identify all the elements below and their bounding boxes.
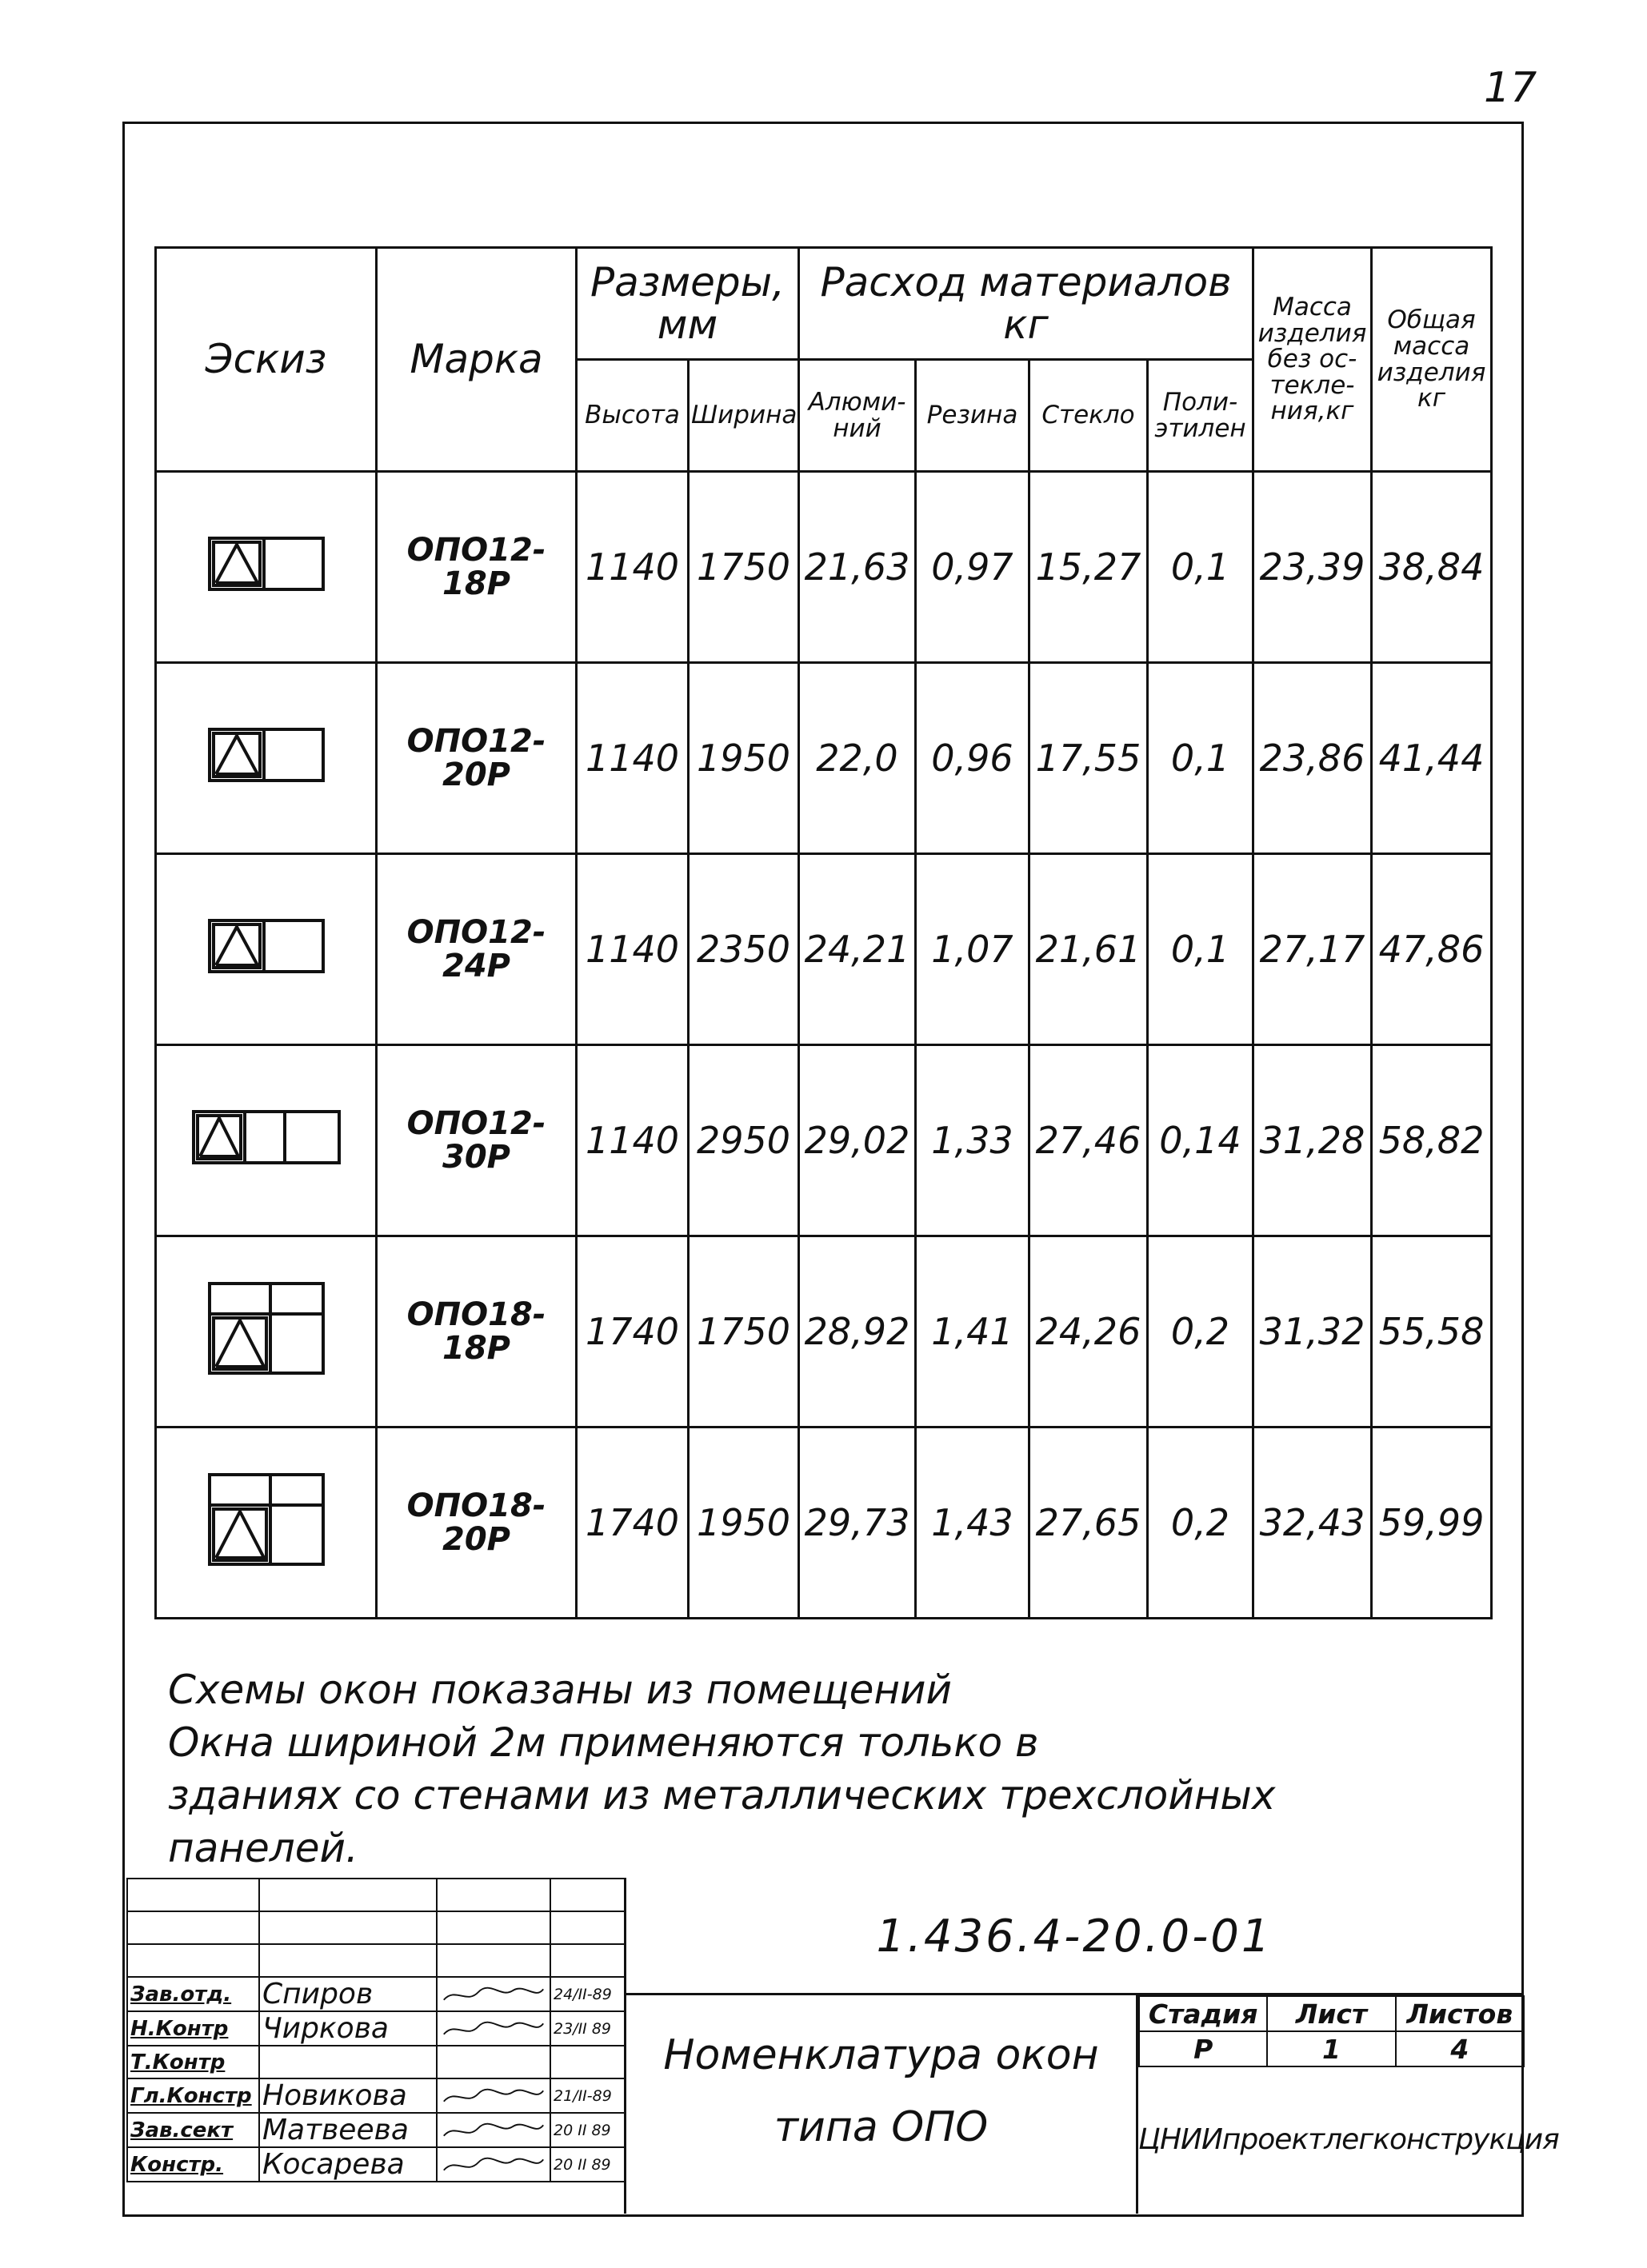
cell-rubber: 1,33 [916,1045,1029,1236]
signature-role: Н.Контр [127,2011,259,2046]
cell-polyethylene: 0,2 [1148,1427,1253,1619]
signature-date: 20 II 89 [550,2113,625,2147]
header-mass-unglazed: Масса изделия без ос-текле-ния,кг [1253,248,1372,472]
cell-width: 1950 [689,1427,799,1619]
cell-mass-unglazed: 32,43 [1253,1427,1372,1619]
cell-height: 1140 [577,854,689,1045]
cell-height: 1740 [577,1236,689,1427]
signature-role: Зав.отд. [127,1977,259,2011]
signature-name: Новикова [259,2078,437,2113]
signature-row [127,2113,625,2147]
table-row [156,663,1492,854]
signature-scribble [437,2113,550,2147]
signature-role: Зав.сект [127,2113,259,2147]
cell-rubber: 0,96 [916,663,1029,854]
cell-total-mass: 59,99 [1372,1427,1492,1619]
signature-date: 21/II-89 [550,2078,625,2113]
cell-mark: ОПО18-18Р [377,1236,577,1427]
cell-mass-unglazed: 31,32 [1253,1236,1372,1427]
document-code: 1.436.4-20.0-01 [626,1878,1522,1995]
header-rubber: Резина [916,360,1029,472]
table-row [156,1427,1492,1619]
window-spec-table [154,246,1493,1619]
window-sketch-icon [156,1236,377,1427]
cell-mark: ОПО18-20Р [377,1427,577,1619]
header-dimensions: Размеры, мм [577,248,799,360]
cell-aluminum: 22,0 [799,663,916,854]
organization-name: ЦНИИпроектлегконструкция [1138,2123,1559,2156]
header-width: Ширина [689,360,799,472]
signature-name [259,2046,437,2078]
cell-mark: ОПО12-24Р [377,854,577,1045]
table-row [156,1236,1492,1427]
title-block [126,1878,1559,2214]
cell-glass: 27,46 [1029,1045,1148,1236]
signature-date: 24/II-89 [550,1977,625,2011]
window-sketch-icon [156,472,377,663]
cell-height: 1140 [577,663,689,854]
signature-scribble [437,2046,550,2078]
header-sketch: Эскиз [156,248,377,472]
header-mark: Марка [377,248,577,472]
cell-width: 1950 [689,663,799,854]
header-total-mass: Общая масса изделия кг [1372,248,1492,472]
cell-glass: 17,55 [1029,663,1148,854]
cell-total-mass: 55,58 [1372,1236,1492,1427]
signature-row [127,2011,625,2046]
cell-rubber: 1,43 [916,1427,1029,1619]
cell-width: 1750 [689,1236,799,1427]
cell-aluminum: 28,92 [799,1236,916,1427]
signature-name: Чиркова [259,2011,437,2046]
cell-mass-unglazed: 23,39 [1253,472,1372,663]
signature-scribble [437,2147,550,2182]
note-line: Окна шириной 2м применяются только в [168,1719,1039,1766]
document-title-line1: Номенклатура окон [663,2031,1099,2079]
cell-mark: ОПО12-20Р [377,663,577,854]
header-aluminum: Алюми-ний [799,360,916,472]
cell-polyethylene: 0,1 [1148,663,1253,854]
document-title-line2: типа ОПО [774,2103,989,2151]
signature-date: 20 II 89 [550,2147,625,2182]
window-sketch-icon [156,1045,377,1236]
cell-glass: 21,61 [1029,854,1148,1045]
cell-width: 1750 [689,472,799,663]
cell-polyethylene: 0,14 [1148,1045,1253,1236]
signature-role: Гл.Констр [127,2078,259,2113]
stage-value: Р [1139,2031,1267,2066]
document-title [626,1995,1138,2214]
notes [168,1663,1464,1875]
cell-height: 1740 [577,1427,689,1619]
header-consumption: Расход материалов кг [799,248,1253,360]
cell-polyethylene: 0,1 [1148,472,1253,663]
signature-row [127,2046,625,2078]
signature-role: Т.Контр [127,2046,259,2078]
signature-date [550,2046,625,2078]
cell-mass-unglazed: 27,17 [1253,854,1372,1045]
cell-width: 2950 [689,1045,799,1236]
stage-table [1138,1995,1525,2067]
signature-date: 23/II 89 [550,2011,625,2046]
sheet-label: Лист [1267,1996,1395,2031]
cell-mark: ОПО12-30Р [377,1045,577,1236]
cell-glass: 27,65 [1029,1427,1148,1619]
cell-aluminum: 24,21 [799,854,916,1045]
signature-scribble [437,2011,550,2046]
table-row [156,854,1492,1045]
cell-total-mass: 38,84 [1372,472,1492,663]
cell-glass: 15,27 [1029,472,1148,663]
cell-rubber: 1,07 [916,854,1029,1045]
table-row [156,472,1492,663]
signature-scribble [437,2078,550,2113]
window-sketch-icon [156,663,377,854]
cell-aluminum: 21,63 [799,472,916,663]
cell-rubber: 0,97 [916,472,1029,663]
cell-total-mass: 41,44 [1372,663,1492,854]
signature-role: Констр. [127,2147,259,2182]
cell-mark: ОПО12-18Р [377,472,577,663]
signature-name: Спиров [259,1977,437,2011]
cell-total-mass: 47,86 [1372,854,1492,1045]
stage-label: Стадия [1139,1996,1267,2031]
cell-aluminum: 29,02 [799,1045,916,1236]
cell-height: 1140 [577,472,689,663]
cell-polyethylene: 0,1 [1148,854,1253,1045]
cell-polyethylene: 0,2 [1148,1236,1253,1427]
signature-scribble [437,1977,550,2011]
signature-table [126,1878,626,2182]
sheets-label: Листов [1396,1996,1524,2031]
note-line: зданиях со стенами из металлических трехслойных [168,1772,1276,1819]
signature-row [127,1977,625,2011]
cell-width: 2350 [689,854,799,1045]
signature-name: Матвеева [259,2113,437,2147]
window-sketch-icon [156,1427,377,1619]
cell-mass-unglazed: 23,86 [1253,663,1372,854]
signature-row [127,2147,625,2182]
signature-name: Косарева [259,2147,437,2182]
table-row [156,1045,1492,1236]
cell-total-mass: 58,82 [1372,1045,1492,1236]
sheet-value: 1 [1267,2031,1395,2066]
cell-mass-unglazed: 31,28 [1253,1045,1372,1236]
title-block-main [624,1878,1559,2214]
cell-rubber: 1,41 [916,1236,1029,1427]
cell-aluminum: 29,73 [799,1427,916,1619]
note-line: Схемы окон показаны из помещений [168,1667,953,1713]
cell-height: 1140 [577,1045,689,1236]
window-sketch-icon [156,854,377,1045]
header-glass: Стекло [1029,360,1148,472]
sheets-value: 4 [1396,2031,1524,2066]
signature-row [127,2078,625,2113]
cell-glass: 24,26 [1029,1236,1148,1427]
page-number: 17 [1484,64,1537,112]
header-height: Высота [577,360,689,472]
header-polyethylene: Поли-этилен [1148,360,1253,472]
note-line: панелей. [168,1825,358,1871]
